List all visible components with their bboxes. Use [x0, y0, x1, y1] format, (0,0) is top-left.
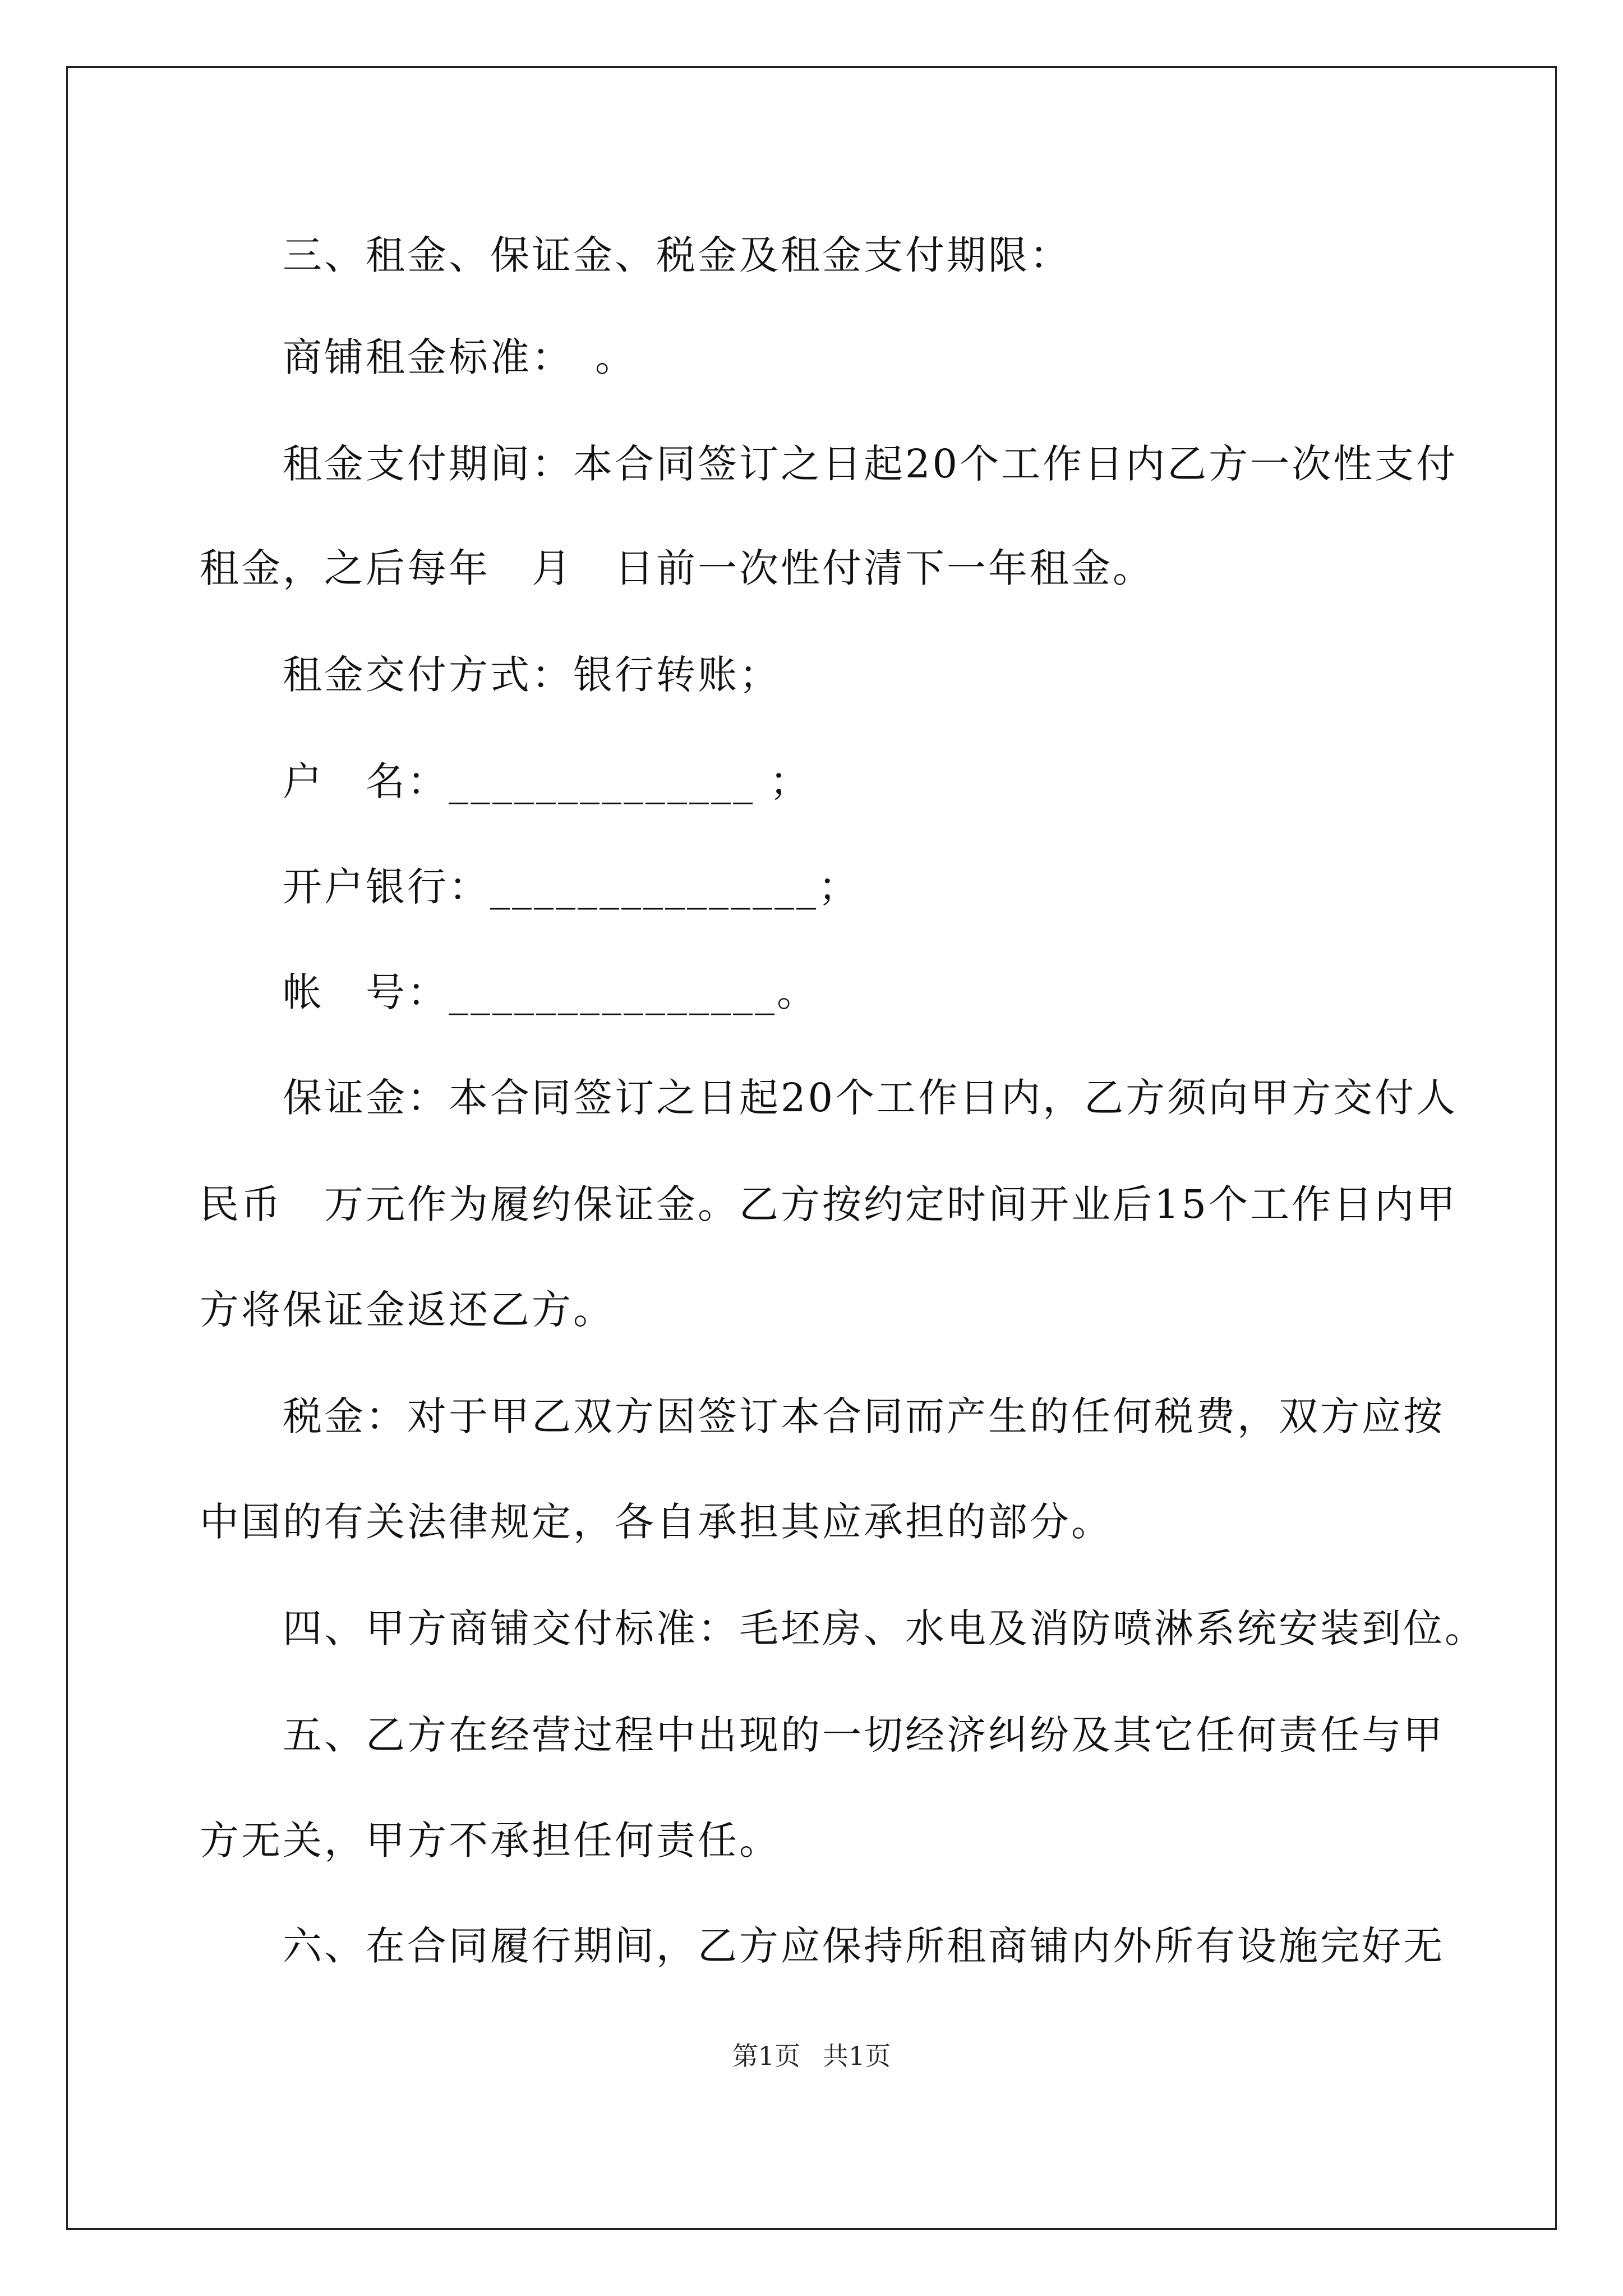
- rent-period-line: 租金支付期间：本合同签订之日起20个工作日内乙方一次性支付: [283, 441, 1458, 487]
- rent-period-line-cont: 租金，之后每年 月 日前一次性付清下一年租金。: [200, 545, 1154, 591]
- rent-standard-line: 商铺租金标准： 。: [283, 334, 637, 380]
- section-heading-3: 三、租金、保证金、税金及租金支付期限：: [283, 232, 1071, 278]
- deposit-line-cont-2: 方将保证金返还乙方。: [200, 1287, 615, 1333]
- section-heading-5: 五、乙方在经营过程中出现的一切经济纠纷及其它任何责任与甲: [283, 1712, 1445, 1758]
- page-footer: [0, 2039, 1623, 2073]
- deposit-line-cont-1: 民币 万元作为履约保证金。乙方按约定时间开业后15个工作日内甲: [200, 1181, 1458, 1227]
- section-5-cont: 方无关，甲方不承担任何责任。: [200, 1818, 781, 1864]
- page-number-current: 第1页: [732, 2041, 800, 2071]
- deposit-line: 保证金：本合同签订之日起20个工作日内，乙方须向甲方交付人: [283, 1075, 1458, 1121]
- account-number-line: 帐 号：_______________。: [283, 969, 818, 1015]
- account-name-line: 户 名：______________ ；: [283, 758, 811, 804]
- page-number-total: 共1页: [823, 2041, 891, 2071]
- bank-line: 开户银行：_______________；: [283, 864, 860, 910]
- section-heading-4: 四、甲方商铺交付标准：毛坯房、水电及消防喷淋系统安装到位。: [283, 1605, 1486, 1651]
- tax-line: 税金：对于甲乙双方因签订本合同而产生的任何税费，双方应按: [283, 1393, 1445, 1439]
- payment-method-line: 租金交付方式：银行转账；: [283, 652, 781, 698]
- tax-line-cont: 中国的有关法律规定，各自承担其应承担的部分。: [200, 1499, 1113, 1545]
- page-frame: [66, 66, 1557, 2230]
- section-heading-6: 六、在合同履行期间，乙方应保持所租商铺内外所有设施完好无: [283, 1923, 1445, 1969]
